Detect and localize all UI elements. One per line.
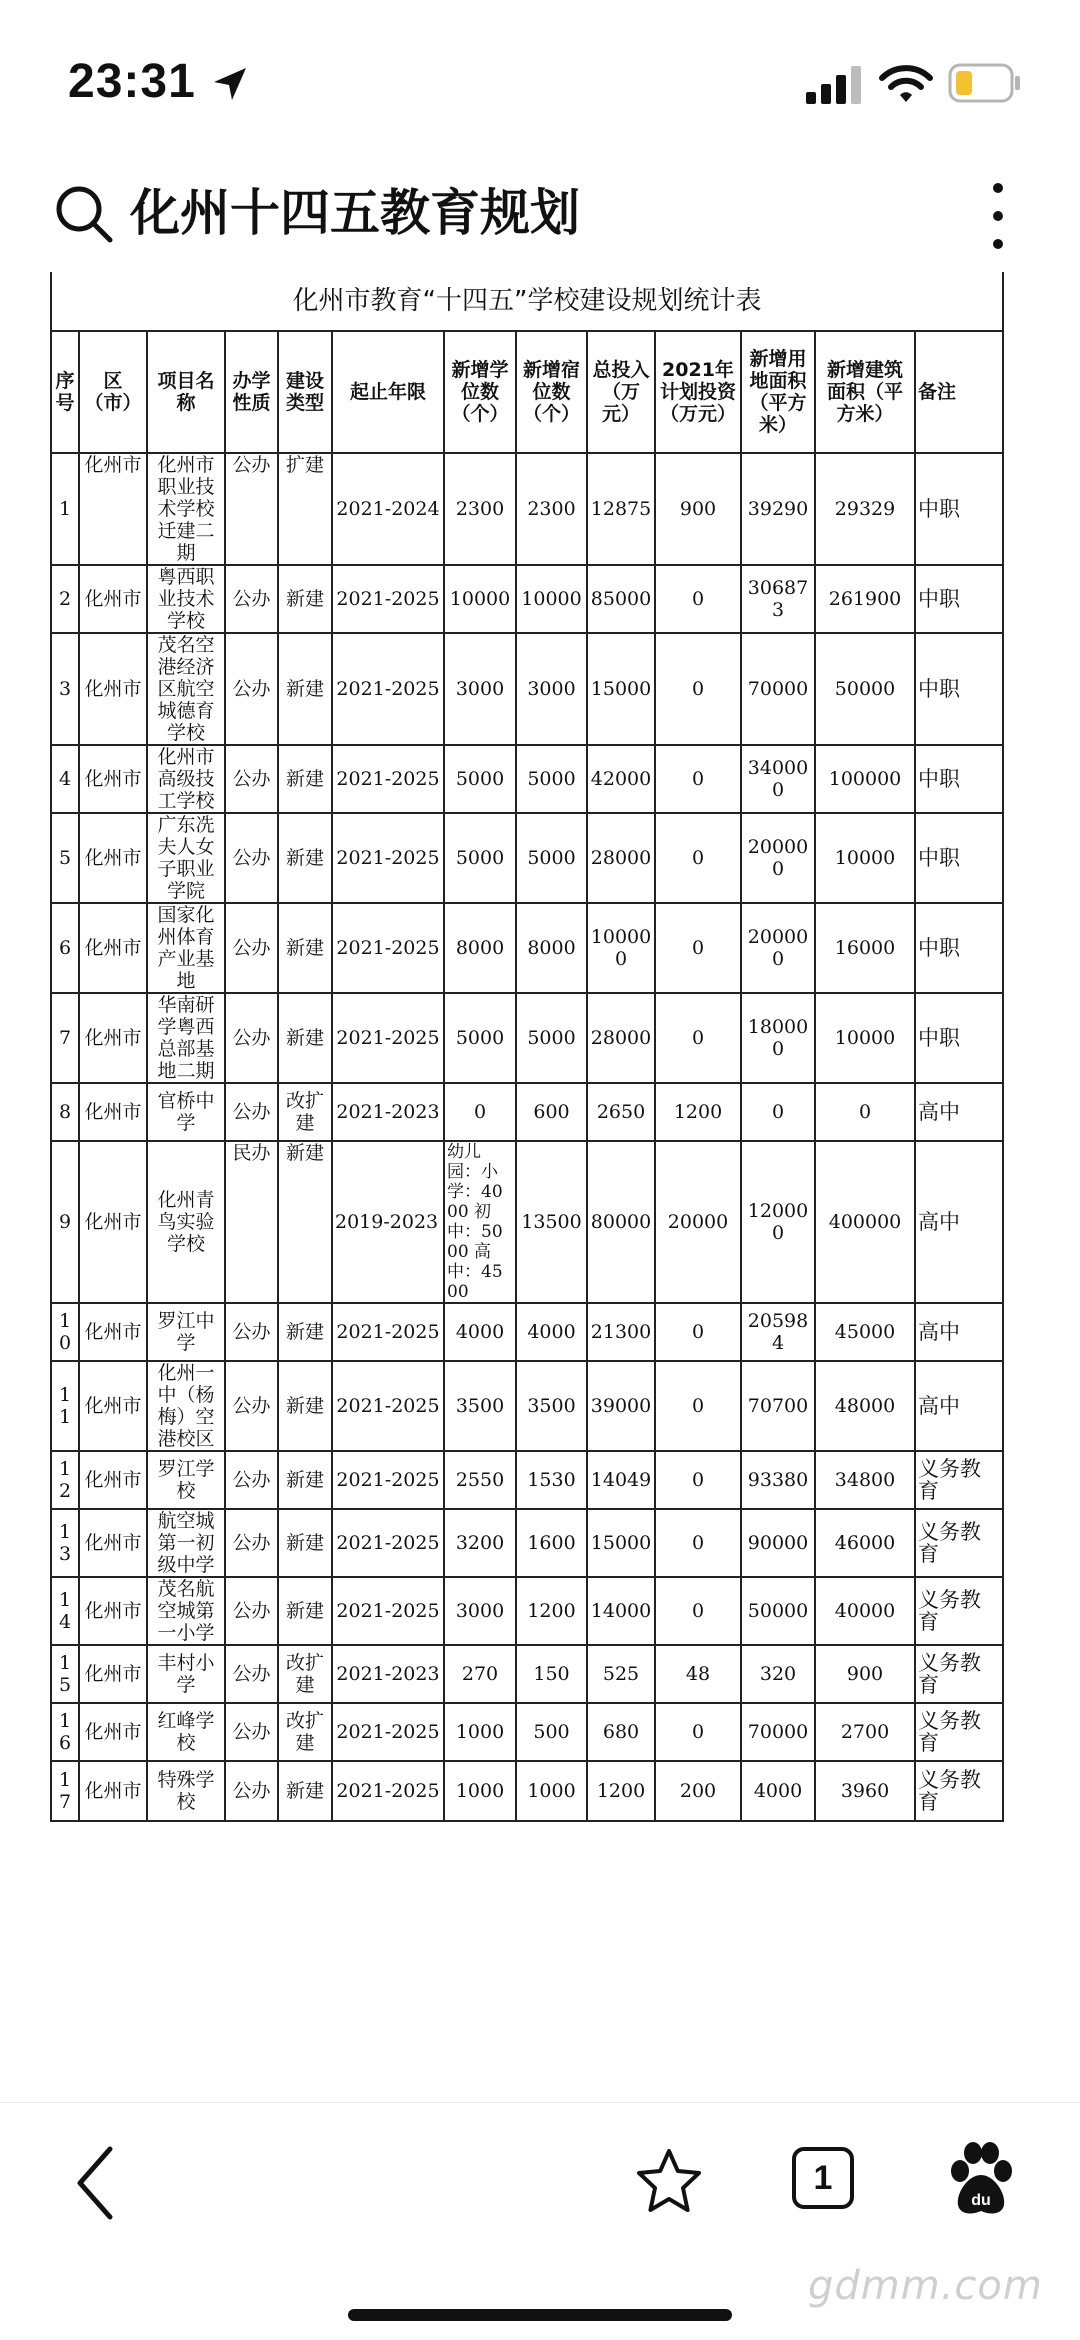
- table-cell: 8: [51, 1083, 79, 1141]
- table-cell: 公办: [225, 1761, 278, 1821]
- table-row: [51, 1141, 1003, 1303]
- table-row: [51, 1361, 1003, 1451]
- table-cell: 化州市: [79, 1361, 147, 1451]
- table-row: [51, 993, 1003, 1083]
- table-cell: 公办: [225, 633, 278, 745]
- table-row: [51, 1451, 1003, 1509]
- table-cell: 特殊学校: [147, 1761, 225, 1821]
- table-cell: 48: [655, 1645, 741, 1703]
- table-cell: 1200: [516, 1577, 587, 1645]
- table-row: [51, 1703, 1003, 1761]
- table-cell: 500: [516, 1703, 587, 1761]
- column-header: 总投入（万元）: [587, 331, 655, 453]
- table-cell: 200: [655, 1761, 741, 1821]
- table-cell: 新建: [278, 745, 332, 813]
- table-cell: 罗江中学: [147, 1303, 225, 1361]
- column-header: 序号: [51, 331, 79, 453]
- table-cell: 义务教育: [915, 1703, 1003, 1761]
- table-cell: 公办: [225, 565, 278, 633]
- table-cell: 中职: [915, 813, 1003, 903]
- table-cell: 0: [655, 745, 741, 813]
- table-cell: 红峰学校: [147, 1703, 225, 1761]
- table-cell: 中职: [915, 993, 1003, 1083]
- battery-icon: [948, 62, 1022, 104]
- table-row: [51, 1303, 1003, 1361]
- table-cell: 2021-2025: [332, 1703, 444, 1761]
- table-cell: 新建: [278, 1509, 332, 1577]
- table-cell: 2700: [815, 1703, 915, 1761]
- table-cell: 13500: [516, 1141, 587, 1303]
- table-cell: 公办: [225, 813, 278, 903]
- table-cell: 3000: [444, 1577, 516, 1645]
- table-cell: 2021-2025: [332, 633, 444, 745]
- table-cell: 幼儿园：小学：4000 初中：5000 高中：4500: [444, 1141, 516, 1303]
- table-cell: 0: [741, 1083, 815, 1141]
- table-cell: 70700: [741, 1361, 815, 1451]
- table-cell: 华南研学粤西总部基地二期: [147, 993, 225, 1083]
- tabs-count-button[interactable]: 1: [792, 2147, 854, 2209]
- table-cell: 8000: [444, 903, 516, 993]
- table-row: [51, 565, 1003, 633]
- table-cell: 10000: [516, 565, 587, 633]
- table-cell: 新建: [278, 565, 332, 633]
- table-cell: 2300: [516, 453, 587, 565]
- column-header: 2021年计划投资（万元）: [655, 331, 741, 453]
- table-cell: 21300: [587, 1303, 655, 1361]
- table-cell: 化州市: [79, 1577, 147, 1645]
- table-cell: 1000: [444, 1761, 516, 1821]
- table-cell: 官桥中学: [147, 1083, 225, 1141]
- table-cell: 5000: [444, 745, 516, 813]
- table-cell: 化州市: [79, 903, 147, 993]
- table-cell: 2021-2025: [332, 993, 444, 1083]
- table-cell: 公办: [225, 745, 278, 813]
- table-cell: 化州市: [79, 1141, 147, 1303]
- table-cell: 中职: [915, 903, 1003, 993]
- table-cell: 化州市: [79, 453, 147, 565]
- table-row: [51, 903, 1003, 993]
- table-cell: 2021-2025: [332, 1761, 444, 1821]
- table-cell: 70000: [741, 633, 815, 745]
- table-cell: 3: [51, 633, 79, 745]
- table-cell: 化州市: [79, 745, 147, 813]
- table-cell: 8000: [516, 903, 587, 993]
- table-cell: 2021-2025: [332, 745, 444, 813]
- table-cell: 10000: [815, 813, 915, 903]
- table-cell: 茂名空港经济区航空城德育学校: [147, 633, 225, 745]
- table-cell: 0: [655, 633, 741, 745]
- table-cell: 29329: [815, 453, 915, 565]
- table-cell: 罗江学校: [147, 1451, 225, 1509]
- table-cell: 化州市: [79, 565, 147, 633]
- table-cell: 200000: [741, 813, 815, 903]
- table-cell: 高中: [915, 1141, 1003, 1303]
- table-cell: 新建: [278, 633, 332, 745]
- table-cell: 2021-2023: [332, 1645, 444, 1703]
- table-cell: 28000: [587, 993, 655, 1083]
- table-cell: 5000: [516, 813, 587, 903]
- column-header: 建设类型: [278, 331, 332, 453]
- table-cell: 1200: [655, 1083, 741, 1141]
- table-cell: 2650: [587, 1083, 655, 1141]
- table-cell: 3000: [444, 633, 516, 745]
- table-cell: 80000: [587, 1141, 655, 1303]
- plan-statistics-table: [50, 272, 1004, 1822]
- table-cell: 6: [51, 903, 79, 993]
- table-cell: 改扩建: [278, 1083, 332, 1141]
- table-cell: 0: [655, 903, 741, 993]
- table-cell: 公办: [225, 1303, 278, 1361]
- table-cell: 新建: [278, 903, 332, 993]
- table-row: [51, 633, 1003, 745]
- table-cell: 2021-2025: [332, 565, 444, 633]
- table-header-row: [51, 331, 1003, 453]
- table-cell: 义务教育: [915, 1509, 1003, 1577]
- table-cell: 公办: [225, 1083, 278, 1141]
- table-cell: 0: [655, 1703, 741, 1761]
- table-cell: 新建: [278, 1761, 332, 1821]
- table-cell: 39000: [587, 1361, 655, 1451]
- column-header: 新增宿位数（个）: [516, 331, 587, 453]
- table-cell: 180000: [741, 993, 815, 1083]
- table-cell: 46000: [815, 1509, 915, 1577]
- table-cell: 45000: [815, 1303, 915, 1361]
- table-row: [51, 1509, 1003, 1577]
- table-cell: 10000: [815, 993, 915, 1083]
- column-header: 项目名称: [147, 331, 225, 453]
- search-query[interactable]: 化州十四五教育规划: [130, 184, 580, 242]
- table-cell: 0: [815, 1083, 915, 1141]
- table-cell: 5000: [516, 745, 587, 813]
- table-cell: 0: [444, 1083, 516, 1141]
- table-cell: 广东冼夫人女子职业学院: [147, 813, 225, 903]
- table-cell: 9: [51, 1141, 79, 1303]
- table-cell: 70000: [741, 1703, 815, 1761]
- table-cell: 600: [516, 1083, 587, 1141]
- table-body: [51, 453, 1003, 1821]
- table-cell: 公办: [225, 993, 278, 1083]
- table-cell: 340000: [741, 745, 815, 813]
- table-row: [51, 1645, 1003, 1703]
- table-cell: 4: [51, 745, 79, 813]
- table-cell: 0: [655, 1451, 741, 1509]
- table-cell: 2021-2024: [332, 453, 444, 565]
- table-cell: 680: [587, 1703, 655, 1761]
- table-cell: 400000: [815, 1141, 915, 1303]
- table-row: [51, 813, 1003, 903]
- table-cell: 改扩建: [278, 1703, 332, 1761]
- document-viewer[interactable]: [0, 272, 1080, 2102]
- table-cell: 义务教育: [915, 1645, 1003, 1703]
- table-cell: 新建: [278, 1303, 332, 1361]
- table-cell: 中职: [915, 565, 1003, 633]
- table-cell: 525: [587, 1645, 655, 1703]
- table-cell: 320: [741, 1645, 815, 1703]
- column-header: 新增学位数（个）: [444, 331, 516, 453]
- table-cell: 新建: [278, 1451, 332, 1509]
- table-cell: 1530: [516, 1451, 587, 1509]
- table-cell: 化州市: [79, 993, 147, 1083]
- table-cell: 2300: [444, 453, 516, 565]
- table-cell: 化州市: [79, 1509, 147, 1577]
- bottom-toolbar: [0, 2102, 1080, 2340]
- table-cell: 100000: [815, 745, 915, 813]
- svg-text:du: du: [971, 2192, 991, 2209]
- site-watermark: gdmm.com: [808, 2263, 1043, 2309]
- table-cell: 14000: [587, 1577, 655, 1645]
- table-cell: 新建: [278, 1577, 332, 1645]
- table-cell: 2021-2025: [332, 1451, 444, 1509]
- table-cell: 化州市: [79, 633, 147, 745]
- table-cell: 公办: [225, 1645, 278, 1703]
- table-cell: 14: [51, 1577, 79, 1645]
- table-cell: 17: [51, 1761, 79, 1821]
- table-cell: 1: [51, 453, 79, 565]
- table-cell: 5: [51, 813, 79, 903]
- table-cell: 39290: [741, 453, 815, 565]
- search-header[interactable]: [0, 160, 1080, 273]
- table-cell: 公办: [225, 1451, 278, 1509]
- column-header: 新增用地面积（平方米）: [741, 331, 815, 453]
- table-cell: 12875: [587, 453, 655, 565]
- table-cell: 义务教育: [915, 1577, 1003, 1645]
- table-cell: 48000: [815, 1361, 915, 1451]
- table-cell: 13: [51, 1509, 79, 1577]
- table-cell: 高中: [915, 1361, 1003, 1451]
- table-cell: 5000: [444, 993, 516, 1083]
- table-cell: 新建: [278, 993, 332, 1083]
- table-title: 化州市教育“十四五”学校建设规划统计表: [51, 272, 1003, 331]
- column-header: 新增建筑面积（平方米）: [815, 331, 915, 453]
- table-cell: 化州青鸟实验学校: [147, 1141, 225, 1303]
- baidu-paw-icon[interactable]: [946, 2141, 1016, 2221]
- table-cell: 4000: [444, 1303, 516, 1361]
- table-cell: 2021-2025: [332, 813, 444, 903]
- table-cell: 国家化州体育产业基地: [147, 903, 225, 993]
- table-cell: 公办: [225, 1509, 278, 1577]
- table-cell: 261900: [815, 565, 915, 633]
- table-cell: 0: [655, 993, 741, 1083]
- table-cell: 200000: [741, 903, 815, 993]
- table-cell: 丰村小学: [147, 1645, 225, 1703]
- table-cell: 新建: [278, 813, 332, 903]
- table-cell: 化州市: [79, 813, 147, 903]
- table-cell: 20000: [655, 1141, 741, 1303]
- table-cell: 中职: [915, 745, 1003, 813]
- home-indicator[interactable]: [348, 2309, 732, 2321]
- table-cell: 3000: [516, 633, 587, 745]
- table-cell: 化州市: [79, 1761, 147, 1821]
- search-icon[interactable]: [52, 182, 116, 246]
- wifi-icon: [878, 62, 934, 106]
- table-cell: 2021-2025: [332, 1303, 444, 1361]
- table-cell: 10000: [444, 565, 516, 633]
- table-cell: 2021-2023: [332, 1083, 444, 1141]
- table-cell: 2: [51, 565, 79, 633]
- table-cell: 15000: [587, 1509, 655, 1577]
- table-cell: 化州市: [79, 1083, 147, 1141]
- table-cell: 化州市: [79, 1451, 147, 1509]
- table-cell: 航空城第一初级中学: [147, 1509, 225, 1577]
- table-cell: 50000: [741, 1577, 815, 1645]
- table-cell: 民办: [225, 1141, 278, 1303]
- table-cell: 公办: [225, 903, 278, 993]
- table-cell: 50000: [815, 633, 915, 745]
- table-cell: 公办: [225, 1361, 278, 1451]
- table-cell: 新建: [278, 1141, 332, 1303]
- table-cell: 3500: [444, 1361, 516, 1451]
- table-cell: 5000: [444, 813, 516, 903]
- table-cell: 270: [444, 1645, 516, 1703]
- table-cell: 150: [516, 1645, 587, 1703]
- table-cell: 公办: [225, 1703, 278, 1761]
- table-cell: 公办: [225, 453, 278, 565]
- table-cell: 中职: [915, 453, 1003, 565]
- table-cell: 高中: [915, 1303, 1003, 1361]
- column-header: 办学性质: [225, 331, 278, 453]
- table-cell: 900: [815, 1645, 915, 1703]
- table-cell: 1600: [516, 1509, 587, 1577]
- table-cell: 85000: [587, 565, 655, 633]
- table-cell: 化州市职业技术学校迁建二期: [147, 453, 225, 565]
- table-row: [51, 745, 1003, 813]
- table-cell: 90000: [741, 1509, 815, 1577]
- table-cell: 1000: [444, 1703, 516, 1761]
- table-cell: 42000: [587, 745, 655, 813]
- column-header: 备注: [915, 331, 1003, 453]
- table-cell: 化州市: [79, 1703, 147, 1761]
- table-cell: 120000: [741, 1141, 815, 1303]
- table-cell: 15: [51, 1645, 79, 1703]
- table-cell: 16000: [815, 903, 915, 993]
- table-cell: 中职: [915, 633, 1003, 745]
- table-cell: 15000: [587, 633, 655, 745]
- table-cell: 公办: [225, 1577, 278, 1645]
- table-row: [51, 1083, 1003, 1141]
- status-bar: [0, 0, 1080, 160]
- table-cell: 2021-2025: [332, 903, 444, 993]
- table-cell: 0: [655, 1509, 741, 1577]
- table-cell: 义务教育: [915, 1451, 1003, 1509]
- location-arrow-icon: [210, 64, 250, 104]
- table-cell: 2021-2025: [332, 1361, 444, 1451]
- table-cell: 化州市: [79, 1645, 147, 1703]
- table-cell: 28000: [587, 813, 655, 903]
- table-cell: 2019-2023: [332, 1141, 444, 1303]
- table-cell: 7: [51, 993, 79, 1083]
- table-cell: 900: [655, 453, 741, 565]
- table-cell: 205984: [741, 1303, 815, 1361]
- table-row: [51, 453, 1003, 565]
- more-options-icon[interactable]: [986, 178, 1010, 254]
- table-cell: 1000: [516, 1761, 587, 1821]
- table-cell: 12: [51, 1451, 79, 1509]
- column-header: 区（市）: [79, 331, 147, 453]
- table-cell: 化州市: [79, 1303, 147, 1361]
- table-cell: 0: [655, 813, 741, 903]
- table-cell: 100000: [587, 903, 655, 993]
- table-cell: 4000: [741, 1761, 815, 1821]
- table-cell: 14049: [587, 1451, 655, 1509]
- table-cell: 2021-2025: [332, 1577, 444, 1645]
- table-cell: 化州一中（杨梅）空港校区: [147, 1361, 225, 1451]
- table-cell: 0: [655, 1577, 741, 1645]
- table-cell: 改扩建: [278, 1645, 332, 1703]
- table-cell: 10: [51, 1303, 79, 1361]
- status-time: 23:31: [68, 55, 196, 108]
- table-cell: 11: [51, 1361, 79, 1451]
- table-cell: 新建: [278, 1361, 332, 1451]
- table-row: [51, 1577, 1003, 1645]
- table-cell: 茂名航空城第一小学: [147, 1577, 225, 1645]
- table-cell: 306873: [741, 565, 815, 633]
- table-cell: 1200: [587, 1761, 655, 1821]
- table-cell: 高中: [915, 1083, 1003, 1141]
- table-cell: 2550: [444, 1451, 516, 1509]
- favorite-star-icon[interactable]: [634, 2147, 704, 2217]
- table-cell: 3500: [516, 1361, 587, 1451]
- table-cell: 化州市高级技工学校: [147, 745, 225, 813]
- table-cell: 0: [655, 1361, 741, 1451]
- table-cell: 34800: [815, 1451, 915, 1509]
- table-cell: 粤西职业技术学校: [147, 565, 225, 633]
- cellular-signal-icon: [806, 66, 862, 104]
- back-icon[interactable]: [72, 2143, 120, 2223]
- table-row: [51, 1761, 1003, 1821]
- table-cell: 0: [655, 1303, 741, 1361]
- table-cell: 2021-2025: [332, 1509, 444, 1577]
- table-cell: 40000: [815, 1577, 915, 1645]
- table-cell: 3960: [815, 1761, 915, 1821]
- table-cell: 3200: [444, 1509, 516, 1577]
- table-cell: 4000: [516, 1303, 587, 1361]
- column-header: 起止年限: [332, 331, 444, 453]
- table-cell: 义务教育: [915, 1761, 1003, 1821]
- table-cell: 93380: [741, 1451, 815, 1509]
- table-cell: 扩建: [278, 453, 332, 565]
- table-cell: 5000: [516, 993, 587, 1083]
- table-cell: 16: [51, 1703, 79, 1761]
- table-cell: 0: [655, 565, 741, 633]
